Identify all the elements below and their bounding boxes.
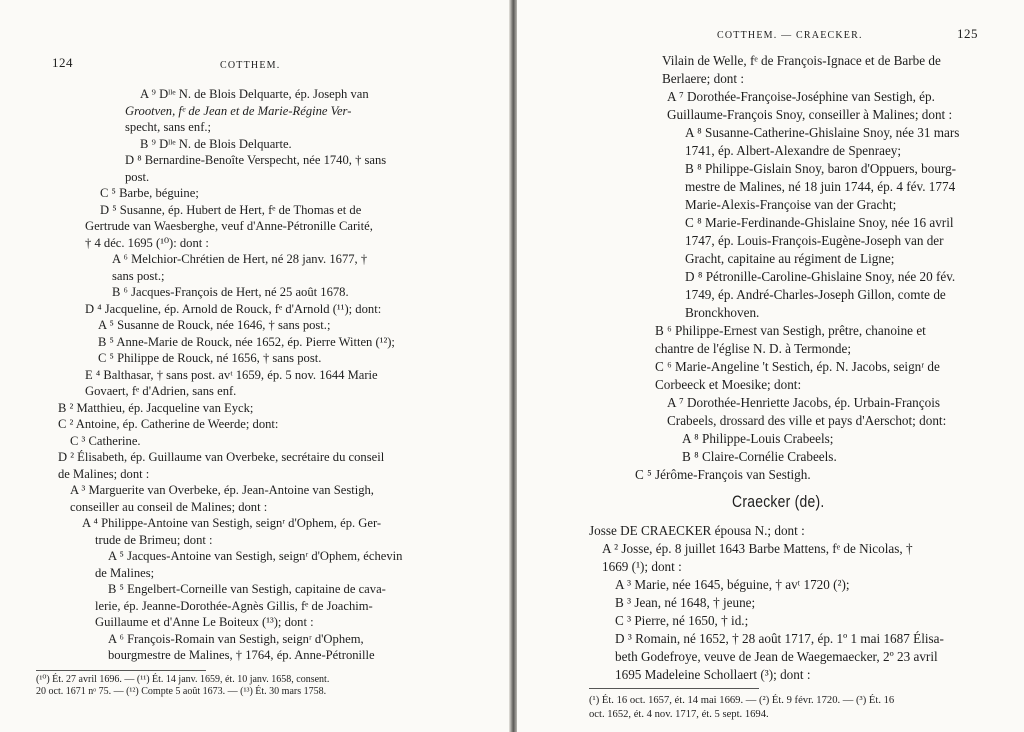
text-line: † 4 déc. 1695 (¹⁰): dont : xyxy=(85,235,209,250)
right-page xyxy=(517,0,1024,732)
text-line: C ² Antoine, ép. Catherine de Weerde; dont: xyxy=(58,417,279,431)
text-line: chantre de l'église N. D. à Termonde; xyxy=(655,341,852,356)
text-line: 1749, ép. André-Charles-Joseph Gillon, comte de xyxy=(685,287,946,302)
text-line: mestre de Malines, né 18 juin 1744, ép. 4 fév. 1774 xyxy=(685,179,956,194)
text-line: A ⁶ François-Romain van Sestigh, seignʳ d'Ophem, xyxy=(108,631,364,646)
text-line: B ⁵ Anne-Marie de Rouck, née 1652, ép. Pierre Witten (¹²); xyxy=(98,334,395,349)
text-line: A ⁶ Melchior-Chrétien de Hert, né 28 janv. 1677, † xyxy=(112,252,368,266)
text-line: C ³ Pierre, né 1650, † id.; xyxy=(615,613,749,628)
text-line: B ² Matthieu, ép. Jacqueline van Eyck; xyxy=(58,400,254,415)
footnote-line: 20 oct. 1671 nᵒ 75. — (¹²) Compte 5 août 1673. — (¹³) Ét. 30 mars 1758. xyxy=(36,685,327,697)
text-line: Govaert, fᵉ d'Adrien, sans enf. xyxy=(85,384,237,398)
text-line: Crabeels, drossard des ville et pays d'Aerschot; dont: xyxy=(667,413,947,428)
page-number-left: 124 xyxy=(52,55,73,70)
text-line: Vilain de Welle, fᵉ de François-Ignace et de Barbe de xyxy=(662,53,941,68)
text-line: Corbeeck et Moesike; dont: xyxy=(655,377,802,392)
text-line: B ⁶ Jacques-François de Hert, né 25 août 1678. xyxy=(112,285,349,299)
text-line: Gracht, capitaine au régiment de Ligne; xyxy=(685,251,895,266)
text-line: C ⁸ Marie-Ferdinande-Ghislaine Snoy, née 16 avril xyxy=(685,215,954,230)
text-line: C ⁵ Barbe, béguine; xyxy=(100,186,199,200)
text-line: 1747, ép. Louis-François-Eugène-Joseph van der xyxy=(685,233,944,248)
text-line: de Malines; dont : xyxy=(58,466,150,481)
running-head-right: COTTHEM. — CRAECKER. xyxy=(717,30,863,41)
text-line: trude de Brimeu; dont : xyxy=(95,532,213,547)
text-line: 1669 (¹); dont : xyxy=(602,559,682,574)
text-line: A ⁸ Susanne-Catherine-Ghislaine Snoy, née 31 mars xyxy=(685,125,960,140)
running-head-left: COTTHEM. xyxy=(220,60,281,71)
text-line: specht, sans enf.; xyxy=(125,120,212,134)
text-line: D ² Élisabeth, ép. Guillaume van Overbeke, secrétaire du conseil xyxy=(58,450,385,464)
text-line: bourgmestre de Malines, † 1764, ép. Anne-Pétronille xyxy=(108,648,375,662)
text-line: Berlaere; dont : xyxy=(662,71,745,86)
text-line: Josse DE CRAECKER épousa N.; dont : xyxy=(589,523,805,538)
text-line: lerie, ép. Jeanne-Dorothée-Agnès Gillis, fᵉ de Joachim- xyxy=(95,598,373,613)
book-gutter xyxy=(509,0,517,732)
footnote-rule xyxy=(589,688,759,689)
text-line: B ⁸ Claire-Cornélie Crabeels. xyxy=(682,449,837,464)
footnote-line: oct. 1652, ét. 4 nov. 1717, ét. 5 sept. 1694. xyxy=(589,709,769,720)
footnote-rule xyxy=(36,670,206,671)
text-line: A ⁹ Dˡˡᵉ N. de Blois Delquarte, ép. Joseph van xyxy=(140,87,369,101)
text-line: C ⁶ Marie-Angeline 't Sestich, ép. N. Jacobs, seignʳ de xyxy=(655,359,940,374)
text-line: D ⁸ Bernardine-Benoîte Verspecht, née 1740, † sans xyxy=(125,153,387,167)
text-line: A ⁸ Philippe-Louis Crabeels; xyxy=(682,431,834,446)
text-line: B ⁶ Philippe-Ernest van Sestigh, prêtre, chanoine et xyxy=(655,323,926,338)
text-line: A ³ Marguerite van Overbeke, ép. Jean-Antoine van Sestigh, xyxy=(70,483,374,497)
text-line: B ⁹ Dˡˡᵉ N. de Blois Delquarte. xyxy=(140,136,292,151)
left-page xyxy=(0,0,509,732)
text-line: D ⁴ Jacqueline, ép. Arnold de Rouck, fᵉ d'Arnold (¹¹); dont: xyxy=(85,301,382,316)
text-line: Grootven, fᵉ de Jean et de Marie-Régine Ver- xyxy=(125,103,352,118)
text-line: sans post.; xyxy=(112,268,165,283)
text-line: B ⁸ Philippe-Gislain Snoy, baron d'Oppuers, bourg- xyxy=(685,161,957,176)
text-line: D ⁵ Susanne, ép. Hubert de Hert, fᵉ de Thomas et de xyxy=(100,202,362,217)
text-line: D ⁸ Pétronille-Caroline-Ghislaine Snoy, née 20 fév. xyxy=(685,269,956,284)
text-line: Bronckhoven. xyxy=(685,305,760,320)
text-line: A ³ Marie, née 1645, béguine, † avᵗ 1720 (²); xyxy=(615,577,850,592)
text-line: conseiller au conseil de Malines; dont : xyxy=(70,499,268,514)
text-line: B ⁵ Engelbert-Corneille van Sestigh, capitaine de cava- xyxy=(108,582,386,596)
text-line: beth Godefroye, veuve de Jean de Waegemaecker, 2º 23 avril xyxy=(615,649,938,664)
text-line: A ⁴ Philippe-Antoine van Sestigh, seignʳ d'Ophem, ép. Ger- xyxy=(82,516,382,530)
text-line: A ⁵ Susanne de Rouck, née 1646, † sans post.; xyxy=(98,318,331,332)
text-line: post. xyxy=(125,169,150,184)
text-line: E ⁴ Balthasar, † sans post. avᵗ 1659, ép. 5 nov. 1644 Marie xyxy=(85,367,378,382)
text-line: Guillaume et d'Anne Le Boiteux (¹³); dont : xyxy=(95,615,314,629)
text-line: C ⁵ Philippe de Rouck, né 1656, † sans post. xyxy=(98,351,322,365)
text-line: Gertrude van Waesberghe, veuf d'Anne-Pétronille Carité, xyxy=(85,219,373,233)
text-line: 1741, ép. Albert-Alexandre de Spenraey; xyxy=(685,143,902,158)
text-line: A ⁵ Jacques-Antoine van Sestigh, seignʳ d'Ophem, échevin xyxy=(108,549,403,563)
text-line: Marie-Alexis-Françoise van der Gracht; xyxy=(685,197,897,212)
text-line: A ² Josse, ép. 8 juillet 1643 Barbe Mattens, fᵉ de Nicolas, † xyxy=(602,541,913,556)
footnote-line: (¹⁰) Ét. 27 avril 1696. — (¹¹) Ét. 14 janv. 1659, ét. 10 janv. 1658, consent. xyxy=(36,673,330,685)
text-line: B ³ Jean, né 1648, † jeune; xyxy=(615,595,756,610)
page-number-right: 125 xyxy=(957,26,978,41)
text-line: A ⁷ Dorothée-Henriette Jacobs, ép. Urbain-François xyxy=(667,395,941,410)
text-line: 1695 Madeleine Schollaert (³); dont : xyxy=(615,667,811,682)
text-line: de Malines; xyxy=(95,565,155,580)
text-line: C ⁵ Jérôme-François van Sestigh. xyxy=(635,467,811,482)
text-line: D ³ Romain, né 1652, † 28 août 1717, ép. 1º 1 mai 1687 Élisa- xyxy=(615,631,944,646)
text-line: C ³ Catherine. xyxy=(70,433,141,448)
section-heading: Craecker (de). xyxy=(732,492,825,511)
text-line: Guillaume-François Snoy, conseiller à Malines; dont : xyxy=(667,107,953,122)
text-line: A ⁷ Dorothée-Françoise-Joséphine van Sestigh, ép. xyxy=(667,89,935,104)
footnote-line: (¹) Ét. 16 oct. 1657, ét. 14 mai 1669. — (²) Ét. 9 févr. 1720. — (³) Ét. 16 xyxy=(589,695,895,706)
